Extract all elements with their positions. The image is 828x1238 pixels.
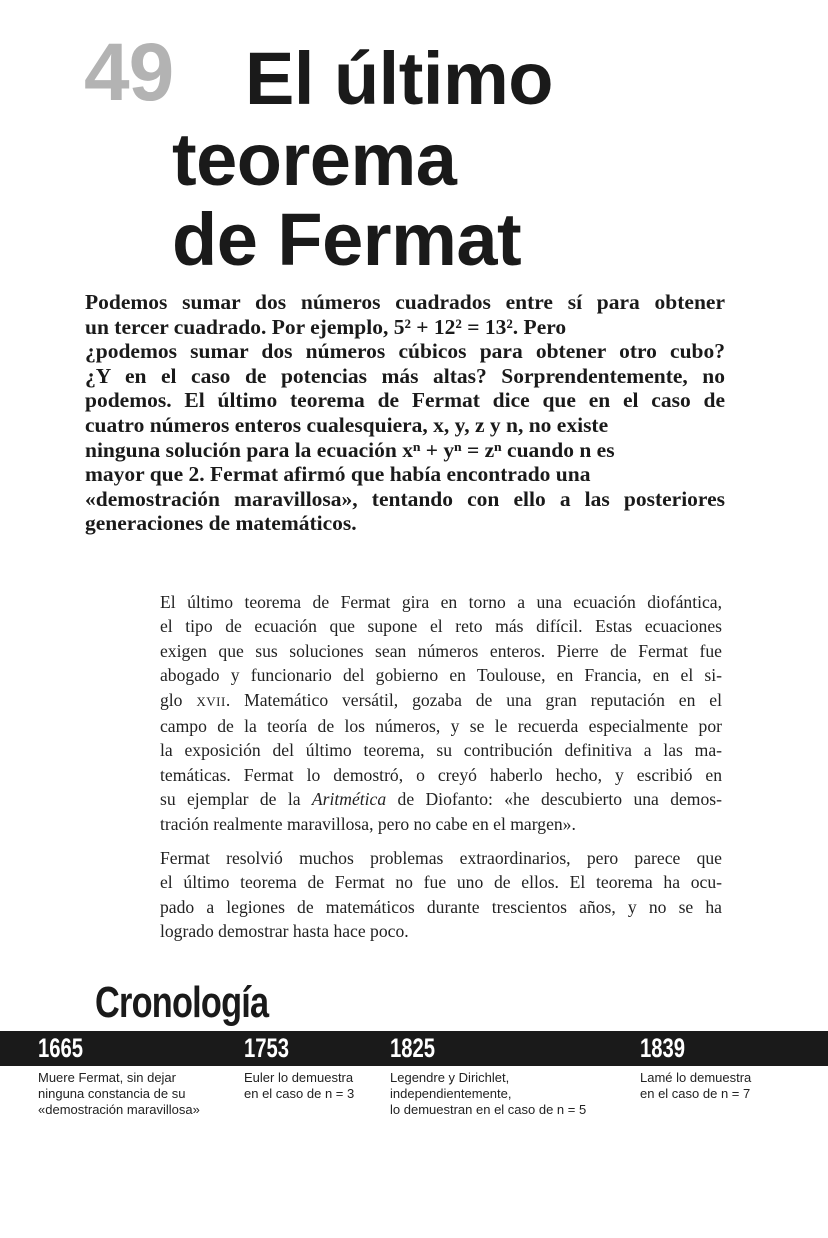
intro-line: mayor que 2. Fermat afirmó que había encontrado una — [85, 462, 591, 487]
intro-line: ninguna solución para la ecuación xⁿ + yⁿ = zⁿ cuando n es — [85, 437, 615, 462]
chapter-number: 49 — [84, 27, 174, 118]
intro-line: Podemos sumar dos números cuadrados entre sí para obtener — [85, 290, 725, 314]
chapter-title-line-1: El último — [245, 37, 553, 120]
body-line: tración realmente maravillosa, pero no cabe en el margen». — [160, 813, 576, 834]
text: su ejemplar de la — [160, 789, 312, 810]
body-line: pado a legiones de matemáticos durante trescientos años, y no se ha — [160, 896, 722, 917]
intro-line: podemos. El último teorema de Fermat dice que en el caso de — [85, 388, 725, 413]
text: de Diofanto: «he descubierto una demos- — [386, 789, 722, 810]
event-line: ninguna constancia de su — [38, 1086, 186, 1101]
intro-paragraph — [85, 290, 725, 536]
body-line: logrado demostrar hasta hace poco. — [160, 921, 409, 942]
intro-line: ¿Y en el caso de potencias más altas? Sorprendentemente, no — [85, 363, 725, 388]
body-paragraph-1 — [160, 590, 722, 836]
body-line: el tipo de ecuación que supone el reto más difícil. Estas ecuaciones — [160, 616, 722, 637]
intro-line: cuatro números enteros cualesquiera, x, y, z y n, no existe — [85, 412, 609, 437]
timeline-year: 1839 — [640, 1033, 686, 1063]
event-line: en el caso de n = 7 — [640, 1086, 751, 1101]
timeline-year: 1825 — [390, 1033, 436, 1063]
chapter-title-line-3: de Fermat — [172, 198, 522, 281]
event-line: en el caso de n = 3 — [244, 1086, 355, 1101]
event-line: independientemente, — [390, 1086, 512, 1101]
text: . Matemático versátil, gozaba de una gran reputación en el — [225, 689, 722, 710]
body-line — [160, 688, 722, 714]
body-line: El último teorema de Fermat gira en torno a una ecuación diofántica, — [160, 592, 722, 612]
timeline-year: 1665 — [38, 1033, 84, 1063]
timeline-event — [390, 1070, 586, 1118]
book-title: Aritmética — [311, 789, 387, 810]
text: glo — [160, 689, 197, 710]
body-line: Fermat resolvió muchos problemas extraordinarios, pero parece que — [160, 848, 722, 869]
event-line: Lamé lo demuestra — [640, 1070, 752, 1085]
intro-line: generaciones de matemáticos. — [85, 511, 357, 536]
body-line: exigen que sus soluciones sean números enteros. Pierre de Fermat fue — [160, 640, 722, 661]
intro-line: un tercer cuadrado. Por ejemplo, 5² + 12² = 13². Pero — [85, 314, 567, 339]
timeline-event — [38, 1070, 200, 1118]
body-line — [160, 787, 722, 811]
body-line: el último teorema de Fermat no fue uno de ellos. El teorema ha ocu- — [160, 872, 722, 893]
century-numeral: XVII — [196, 693, 226, 709]
chapter-title-line-2: teorema — [172, 118, 457, 201]
body-line: campo de la teoría de los números, y se le recuerda especialmente por — [160, 716, 722, 737]
body-text — [160, 590, 722, 954]
event-line: «demostración maravillosa» — [38, 1102, 200, 1117]
timeline-event — [244, 1070, 354, 1102]
timeline-event — [640, 1070, 751, 1102]
body-line: abogado y funcionario del gobierno en Toulouse, en Francia, en el si- — [160, 665, 722, 686]
body-paragraph-2 — [160, 846, 722, 944]
event-line: Legendre y Dirichlet, — [390, 1070, 510, 1085]
body-line: temáticas. Fermat lo demostró, o creyó haberlo hecho, y escribió en — [160, 764, 722, 785]
timeline-year: 1753 — [244, 1033, 290, 1063]
event-line: Euler lo demuestra — [244, 1070, 354, 1085]
event-line: lo demuestran en el caso de n = 5 — [390, 1102, 587, 1117]
body-line: la exposición del último teorema, su contribución definitiva a las ma- — [160, 740, 722, 761]
timeline-heading: Cronología — [95, 978, 269, 1027]
intro-line: «demostración maravillosa», tentando con ello a las posteriores — [85, 486, 725, 511]
event-line: Muere Fermat, sin dejar — [38, 1070, 176, 1085]
intro-line: ¿podemos sumar dos números cúbicos para obtener otro cubo? — [85, 339, 725, 364]
